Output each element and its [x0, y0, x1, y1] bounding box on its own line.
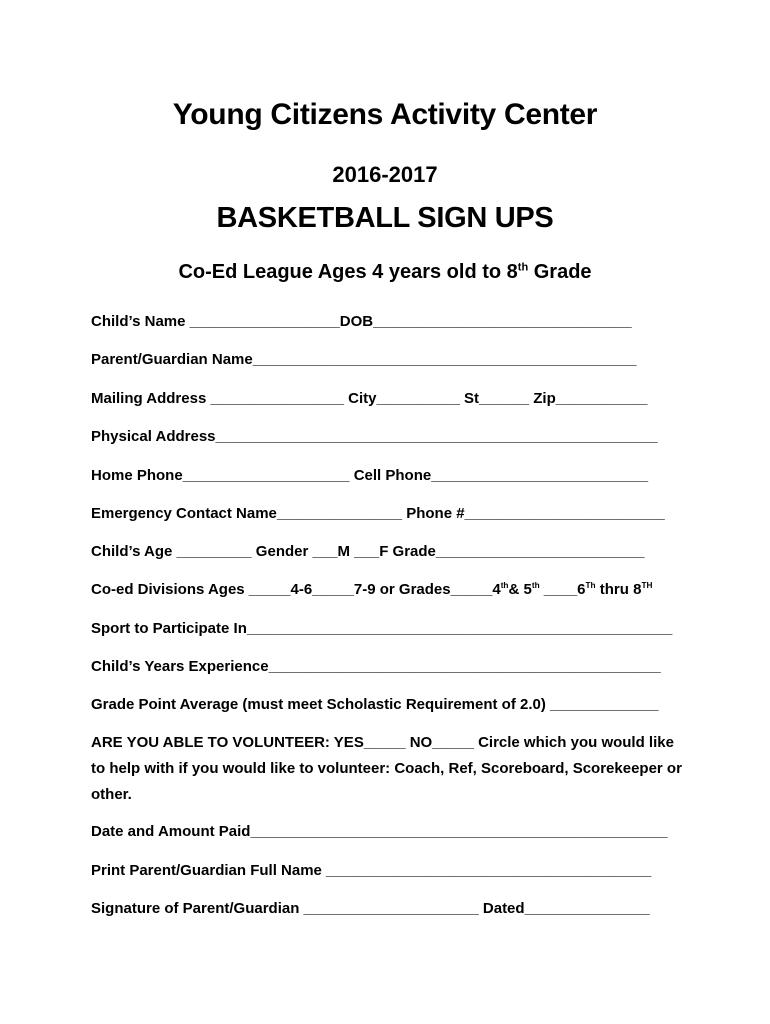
- years-experience-field[interactable]: Child’s Years Experience_______________________________________________: [91, 658, 661, 675]
- child-name-dob-field[interactable]: Child’s Name __________________DOB_______________________________: [91, 313, 632, 330]
- volunteer-field[interactable]: ARE YOU ABLE TO VOLUNTEER: YES_____ NO_____ Circle which you would like to help with if you would like to volunteer: Coach, Ref, Scoreboard, Scorekeeper or other.: [91, 734, 682, 803]
- divisions-text-b: & 5: [508, 581, 532, 598]
- date-amount-paid-field[interactable]: Date and Amount Paid__________________________________________________: [91, 823, 668, 840]
- divisions-text-a: Co-ed Divisions Ages _____4-6_____7-9 or Grades_____4: [91, 581, 501, 598]
- divisions-sup-2: th: [531, 581, 540, 590]
- emergency-contact-field[interactable]: Emergency Contact Name_______________ Phone #________________________: [91, 505, 665, 522]
- league-subheading-end: Grade: [528, 261, 592, 283]
- age-gender-grade-field[interactable]: Child’s Age _________ Gender ___M ___F Grade_________________________: [91, 543, 645, 560]
- signature-field[interactable]: Signature of Parent/Guardian _____________________ Dated_______________: [91, 900, 650, 917]
- organization-title: Young Citizens Activity Center: [172, 98, 598, 131]
- ordinal-suffix: th: [517, 261, 529, 274]
- league-subheading: [0, 261, 770, 284]
- gpa-field[interactable]: Grade Point Average (must meet Scholastic Requirement of 2.0) _____________: [91, 696, 659, 713]
- parent-guardian-name-field[interactable]: Parent/Guardian Name______________________________________________: [91, 351, 637, 368]
- physical-address-field[interactable]: Physical Address_____________________________________________________: [91, 428, 658, 445]
- divisions-sup-4: TH: [641, 581, 653, 590]
- divisions-text-c: ____6: [539, 581, 586, 598]
- divisions-field[interactable]: [91, 580, 691, 600]
- print-name-field[interactable]: Print Parent/Guardian Full Name _______________________________________: [91, 862, 652, 879]
- sport-field[interactable]: Sport to Participate In___________________________________________________: [91, 620, 673, 637]
- season-year: 2016-2017: [332, 162, 438, 187]
- phone-fields[interactable]: Home Phone____________________ Cell Phone__________________________: [91, 467, 649, 484]
- divisions-sup-1: th: [500, 581, 509, 590]
- divisions-sup-3: Th: [585, 581, 596, 590]
- league-subheading-text: Co-Ed League Ages 4 years old to 8: [178, 261, 518, 283]
- form-heading: BASKETBALL SIGN UPS: [216, 202, 554, 234]
- divisions-text-d: thru 8: [595, 581, 642, 598]
- mailing-address-field[interactable]: Mailing Address ________________ City__________ St______ Zip___________: [91, 390, 648, 407]
